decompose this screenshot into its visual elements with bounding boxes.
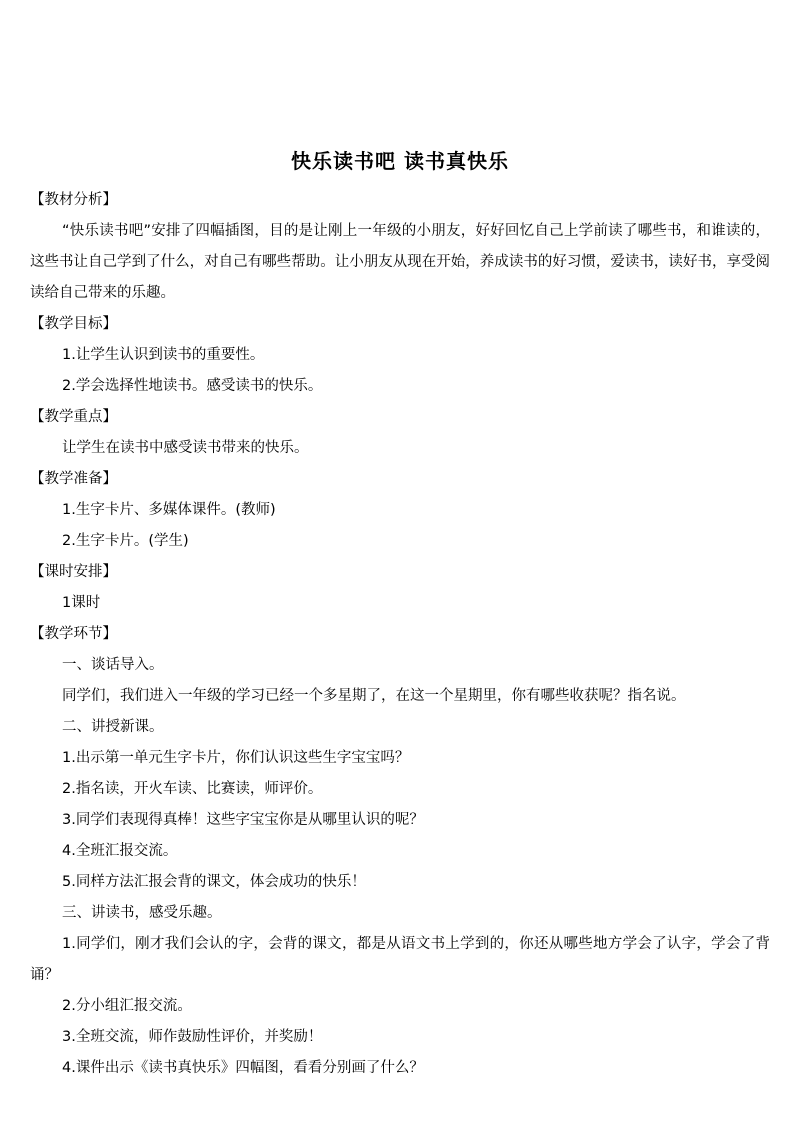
process-step-text: 同学们，我们进入一年级的学习已经一个多星期了，在这一个星期里，你有哪些收获呢？指名说。 bbox=[62, 688, 686, 704]
analysis-paragraph: “快乐读书吧”安排了四幅插图，目的是让刚上一年级的小朋友，好好回忆自己上学前读了哪些书，和谁读的，这些书让自己学到了什么，对自己有哪些帮助。让小朋友从现在开始，养成读书的好习惯，爱读书，读好书，享受阅读给自己带来的乐趣。 bbox=[30, 223, 770, 301]
document-title: 快乐读书吧 读书真快乐 bbox=[291, 149, 509, 173]
process-item: 4.课件出示《读书真快乐》四幅图，看看分别画了什么？ bbox=[62, 1060, 424, 1076]
focus-text: 让学生在读书中感受读书带来的快乐。 bbox=[62, 440, 309, 456]
process-step-title: 一、谈话导入。 bbox=[62, 657, 164, 673]
process-paragraph: 1.同学们，刚才我们会认的字，会背的课文，都是从语文书上学到的，你还从哪些地方学会了认字，学会了背诵？ bbox=[30, 936, 770, 983]
section-heading-process: 【教学环节】 bbox=[30, 626, 117, 642]
process-item: 4.全班汇报交流。 bbox=[62, 843, 178, 859]
schedule-text: 1课时 bbox=[62, 595, 101, 611]
process-item: 5.同样方法汇报会背的课文，体会成功的快乐！ bbox=[62, 874, 366, 890]
prep-item: 2.生字卡片。(学生) bbox=[62, 533, 189, 549]
section-heading-prep: 【教学准备】 bbox=[30, 471, 117, 487]
section-heading-analysis: 【教材分析】 bbox=[30, 192, 117, 208]
process-step-title: 二、讲授新课。 bbox=[62, 719, 164, 735]
process-step-title: 三、讲读书，感受乐趣。 bbox=[62, 905, 222, 921]
section-heading-schedule: 【课时安排】 bbox=[30, 564, 117, 580]
goal-item: 1.让学生认识到读书的重要性。 bbox=[62, 347, 265, 363]
process-item: 3.同学们表现得真棒！这些字宝宝你是从哪里认识的呢？ bbox=[62, 812, 424, 828]
section-heading-focus: 【教学重点】 bbox=[30, 409, 117, 425]
goal-item: 2.学会选择性地读书。感受读书的快乐。 bbox=[62, 378, 323, 394]
process-item: 3.全班交流，师作鼓励性评价，并奖励！ bbox=[62, 1029, 323, 1045]
document-page bbox=[30, 145, 770, 1084]
prep-item: 1.生字卡片、多媒体课件。(教师) bbox=[62, 502, 276, 518]
process-item: 2.指名读，开火车读、比赛读，师评价。 bbox=[62, 781, 323, 797]
process-item: 2.分小组汇报交流。 bbox=[62, 998, 192, 1014]
process-item: 1.出示第一单元生字卡片，你们认识这些生字宝宝吗？ bbox=[62, 750, 410, 766]
section-heading-goals: 【教学目标】 bbox=[30, 316, 117, 332]
